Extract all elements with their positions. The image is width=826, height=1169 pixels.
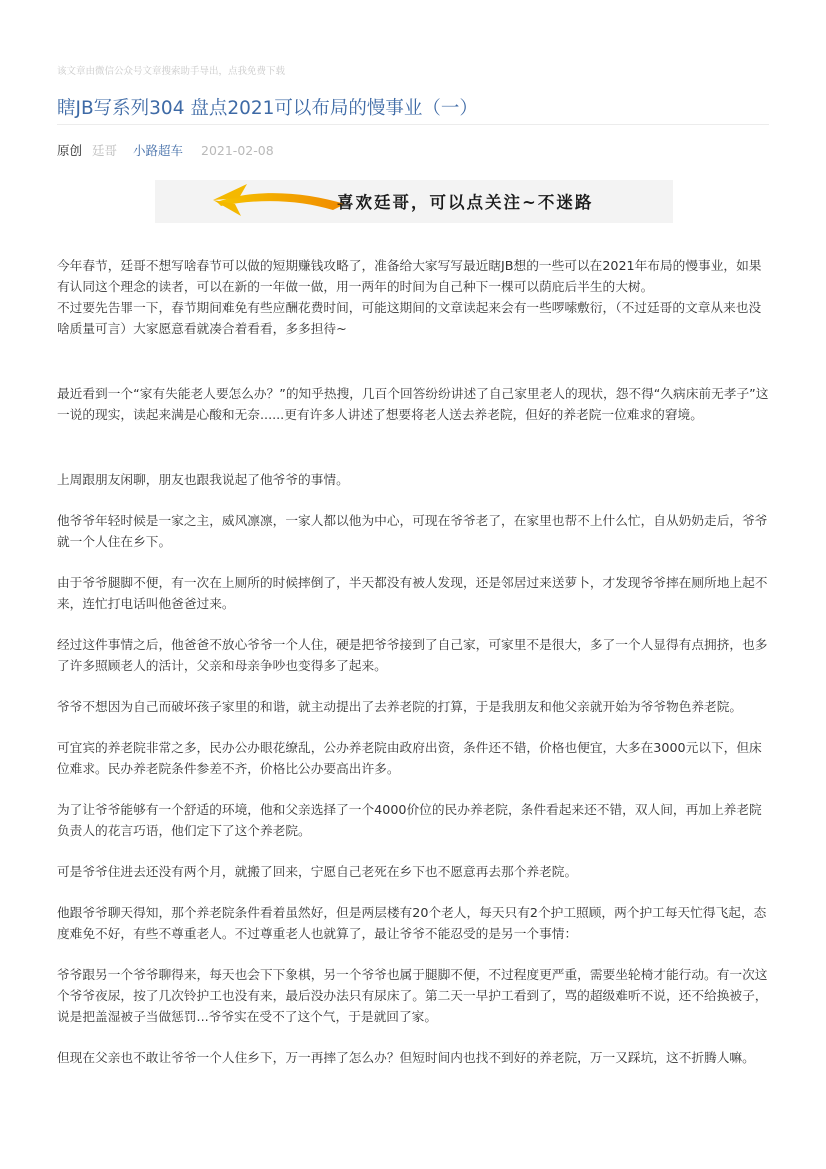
export-notice-link[interactable]: 该文章由微信公众号文章搜索助手导出，点我免费下载 — [57, 66, 286, 77]
banner-text: 喜欢廷哥，可以点关注~不迷路 — [337, 193, 594, 212]
paragraph: 最近看到一个“家有失能老人要怎么办？”的知乎热搜，几百个回答纷纷讲述了自己家里老人的现状，怨不得“久病床前无孝子”这一说的现实，读起来满是心酸和无奈......更有许多人讲述了想要将老人送去养老院，但好的养老院一位难求的窘境。 — [57, 386, 769, 422]
account-link[interactable]: 小路超车 — [133, 143, 184, 158]
title-divider — [57, 124, 769, 125]
paragraph: 今年春节，廷哥不想写啥春节可以做的短期赚钱攻略了，准备给大家写写最近瞎JB想的一些可以在2021年布局的慢事业，如果有认同这个理念的读者，可以在新的一年做一做，用一两年的时间为自己种下一棵可以荫庇后半生的大树。 — [57, 258, 762, 294]
article-title: 瞎JB写系列304 盘点2021可以布局的慢事业（一） — [57, 98, 478, 119]
paragraph: 经过这件事情之后，他爸爸不放心爷爷一个人住，硬是把爷爷接到了自己家，可家里不是很大，多了一个人显得有点拥挤，也多了许多照顾老人的活计，父亲和母亲争吵也变得多了起来。 — [57, 637, 768, 673]
paragraph: 但现在父亲也不敢让爷爷一个人住乡下，万一再摔了怎么办？但短时间内也找不到好的养老院，万一又踩坑，这不折腾人嘛。 — [57, 1050, 755, 1065]
article-meta — [57, 141, 274, 159]
paragraph: 他跟爷爷聊天得知，那个养老院条件看着虽然好，但是两层楼有20个老人，每天只有2个护工照顾，两个护工每天忙得飞起，态度难免不好，有些不尊重老人。不过尊重老人也就算了，最让爷爷不能忍受的是另一个事情： — [57, 905, 767, 941]
paragraph: 上周跟朋友闲聊，朋友也跟我说起了他爷爷的事情。 — [57, 472, 349, 487]
paragraph: 由于爷爷腿脚不便，有一次在上厕所的时候摔倒了，半天都没有被人发现，还是邻居过来送萝卜，才发现爷爷摔在厕所地上起不来，连忙打电话叫他爸爸过来。 — [57, 575, 768, 611]
paragraph: 他爷爷年轻时候是一家之主，威风凛凛，一家人都以他为中心，可现在爷爷老了，在家里也帮不上什么忙，自从奶奶走后，爷爷就一个人住在乡下。 — [57, 513, 768, 549]
author-name: 廷哥 — [92, 143, 118, 158]
paragraph: 可宜宾的养老院非常之多，民办公办眼花缭乱，公办养老院由政府出资，条件还不错，价格也便宜，大多在3000元以下，但床位难求。民办养老院条件参差不齐，价格比公办要高出许多。 — [57, 740, 762, 776]
paragraph: 为了让爷爷能够有一个舒适的环境，他和父亲选择了一个4000价位的民办养老院，条件看起来还不错，双人间，再加上养老院负责人的花言巧语，他们定下了这个养老院。 — [57, 802, 762, 838]
paragraph: 爷爷不想因为自己而破坏孩子家里的和谐，就主动提出了去养老院的打算，于是我朋友和他父亲就开始为爷爷物色养老院。 — [57, 699, 743, 714]
paragraph: 爷爷跟另一个爷爷聊得来，每天也会下下象棋，另一个爷爷也属于腿脚不便，不过程度更严重，需要坐轮椅才能行动。有一次这个爷爷夜尿，按了几次铃护工也没有来，最后没办法只有尿床了。第二天一早护工看到了，骂的超级难听不说，还不给换被子，说是把盖湿被子当做惩罚...爷爷实在受不了这个气，于是就回了家。 — [57, 967, 768, 1024]
publish-date: 2021-02-08 — [201, 143, 274, 158]
paragraph: 不过要先告罪一下，春节期间难免有些应酬花费时间，可能这期间的文章读起来会有一些啰嗦敷衍，（不过廷哥的文章从来也没啥质量可言）大家愿意看就凑合着看看，多多担待~ — [57, 300, 762, 336]
article-body — [57, 255, 769, 1068]
paragraph: 可是爷爷住进去还没有两个月，就搬了回来，宁愿自己老死在乡下也不愿意再去那个养老院。 — [57, 864, 578, 879]
follow-banner — [155, 180, 673, 223]
original-badge: 原创 — [57, 143, 83, 158]
